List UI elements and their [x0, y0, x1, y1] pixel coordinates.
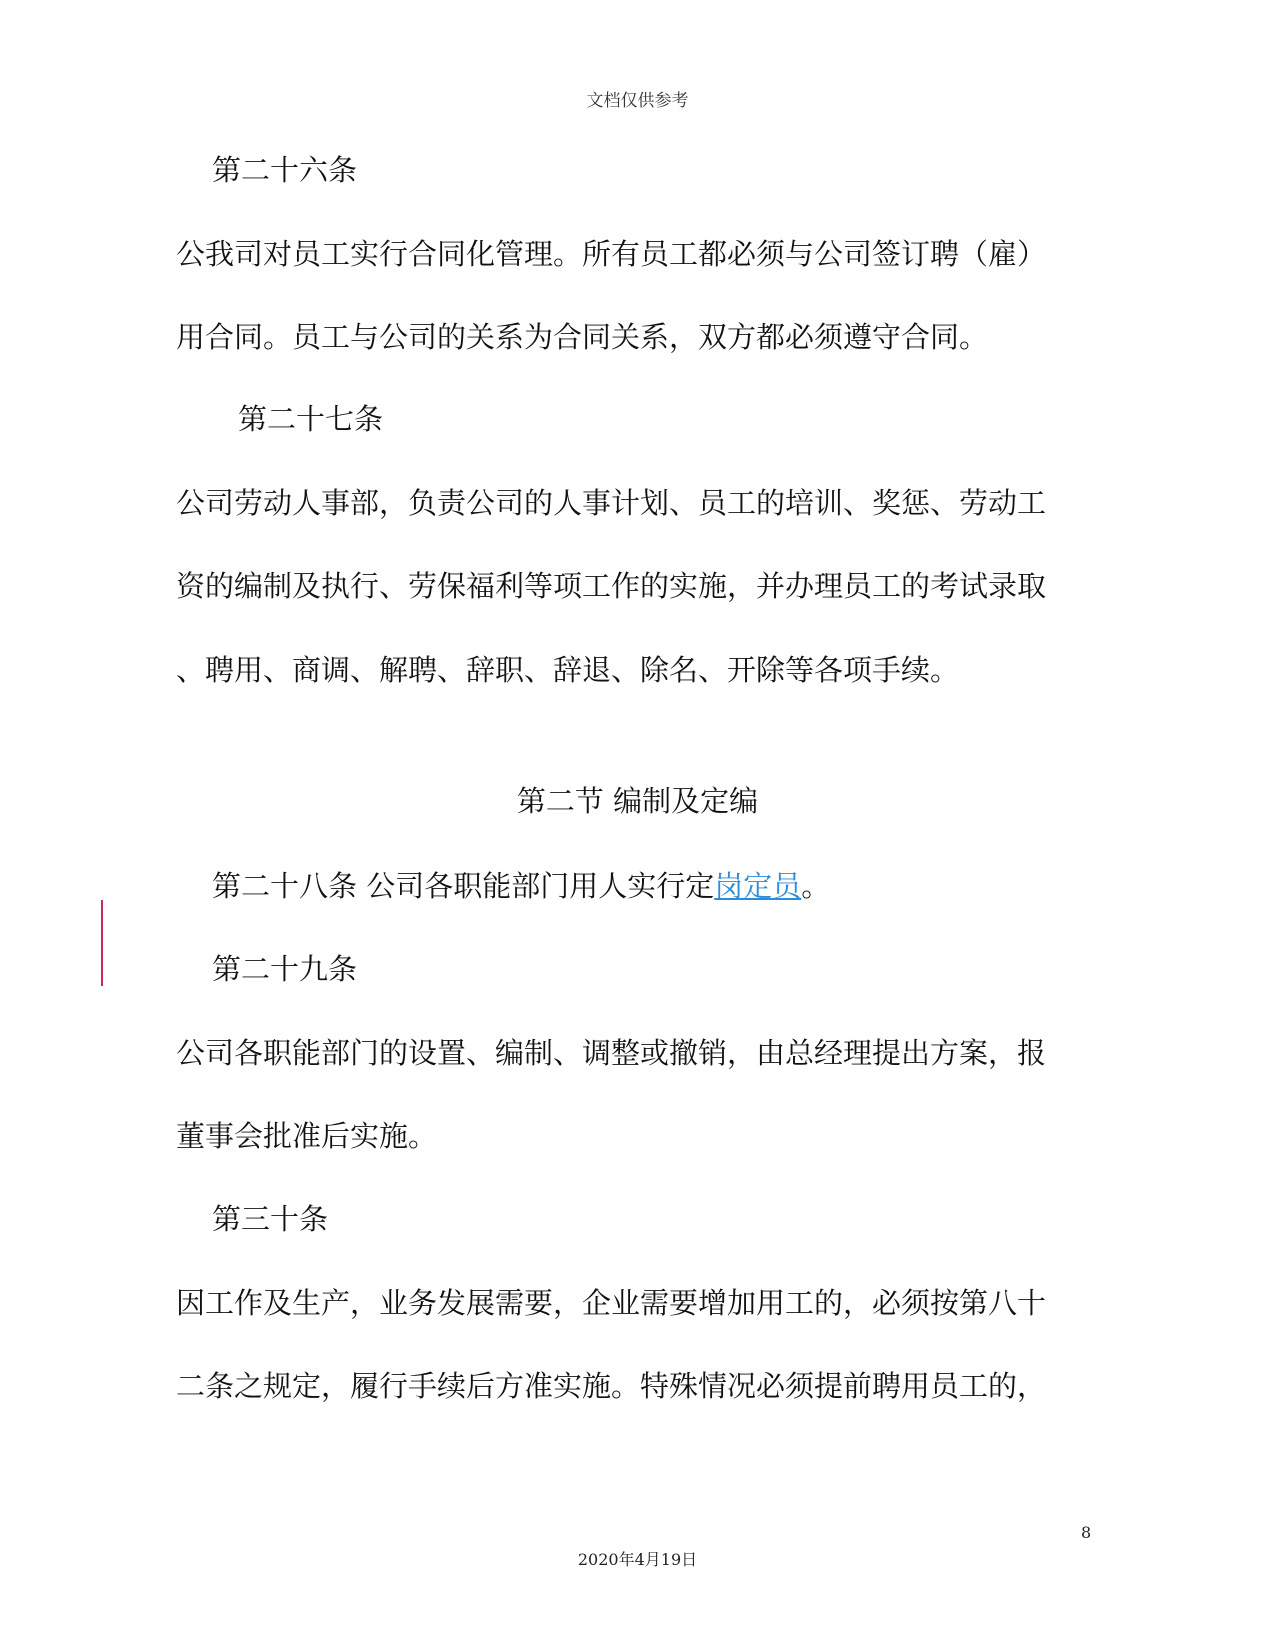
- article-29-title: 第二十九条: [212, 952, 358, 986]
- article-30-line-2: 二条之规定，履行手续后方准实施。特殊情况必须提前聘用员工的，: [176, 1369, 1047, 1403]
- article-30-title: 第三十条: [212, 1202, 329, 1236]
- page-header: 文档仅供参考: [586, 91, 689, 111]
- article-27-line-3: 、聘用、商调、解聘、辞职、辞退、除名、开除等各项手续。: [176, 653, 960, 687]
- article-26-line-1: 公我司对员工实行合同化管理。所有员工都必须与公司签订聘（雇）: [176, 237, 1047, 271]
- article-27-line-1: 公司劳动人事部，负责公司的人事计划、员工的培训、奖惩、劳动工: [176, 486, 1047, 520]
- footer-date: 2020年4月19日: [577, 1550, 698, 1569]
- article-26-line-2: 用合同。员工与公司的关系为合同关系，双方都必须遵守合同。: [176, 320, 989, 354]
- page-number: 8: [1081, 1523, 1092, 1542]
- article-27-line-2: 资的编制及执行、劳保福利等项工作的实施，并办理员工的考试录取: [176, 569, 1047, 603]
- article-28-text: 第二十八条 公司各职能部门用人实行定: [212, 869, 715, 903]
- section-title: 第二节 编制及定编: [516, 784, 759, 818]
- revision-bar: [101, 900, 103, 986]
- article-29-line-1: 公司各职能部门的设置、编制、调整或撤销，由总经理提出方案，报: [176, 1036, 1047, 1070]
- article-27-title: 第二十七条: [238, 402, 384, 436]
- article-28: [212, 866, 830, 906]
- article-29-line-2: 董事会批准后实施。: [176, 1119, 438, 1153]
- article-26-title: 第二十六条: [212, 153, 358, 187]
- article-28-end: 。: [801, 869, 831, 903]
- article-30-line-1: 因工作及生产，业务发展需要，企业需要增加用工的，必须按第八十: [176, 1286, 1047, 1320]
- link-gangdingyuan[interactable]: 岗定员: [714, 869, 802, 903]
